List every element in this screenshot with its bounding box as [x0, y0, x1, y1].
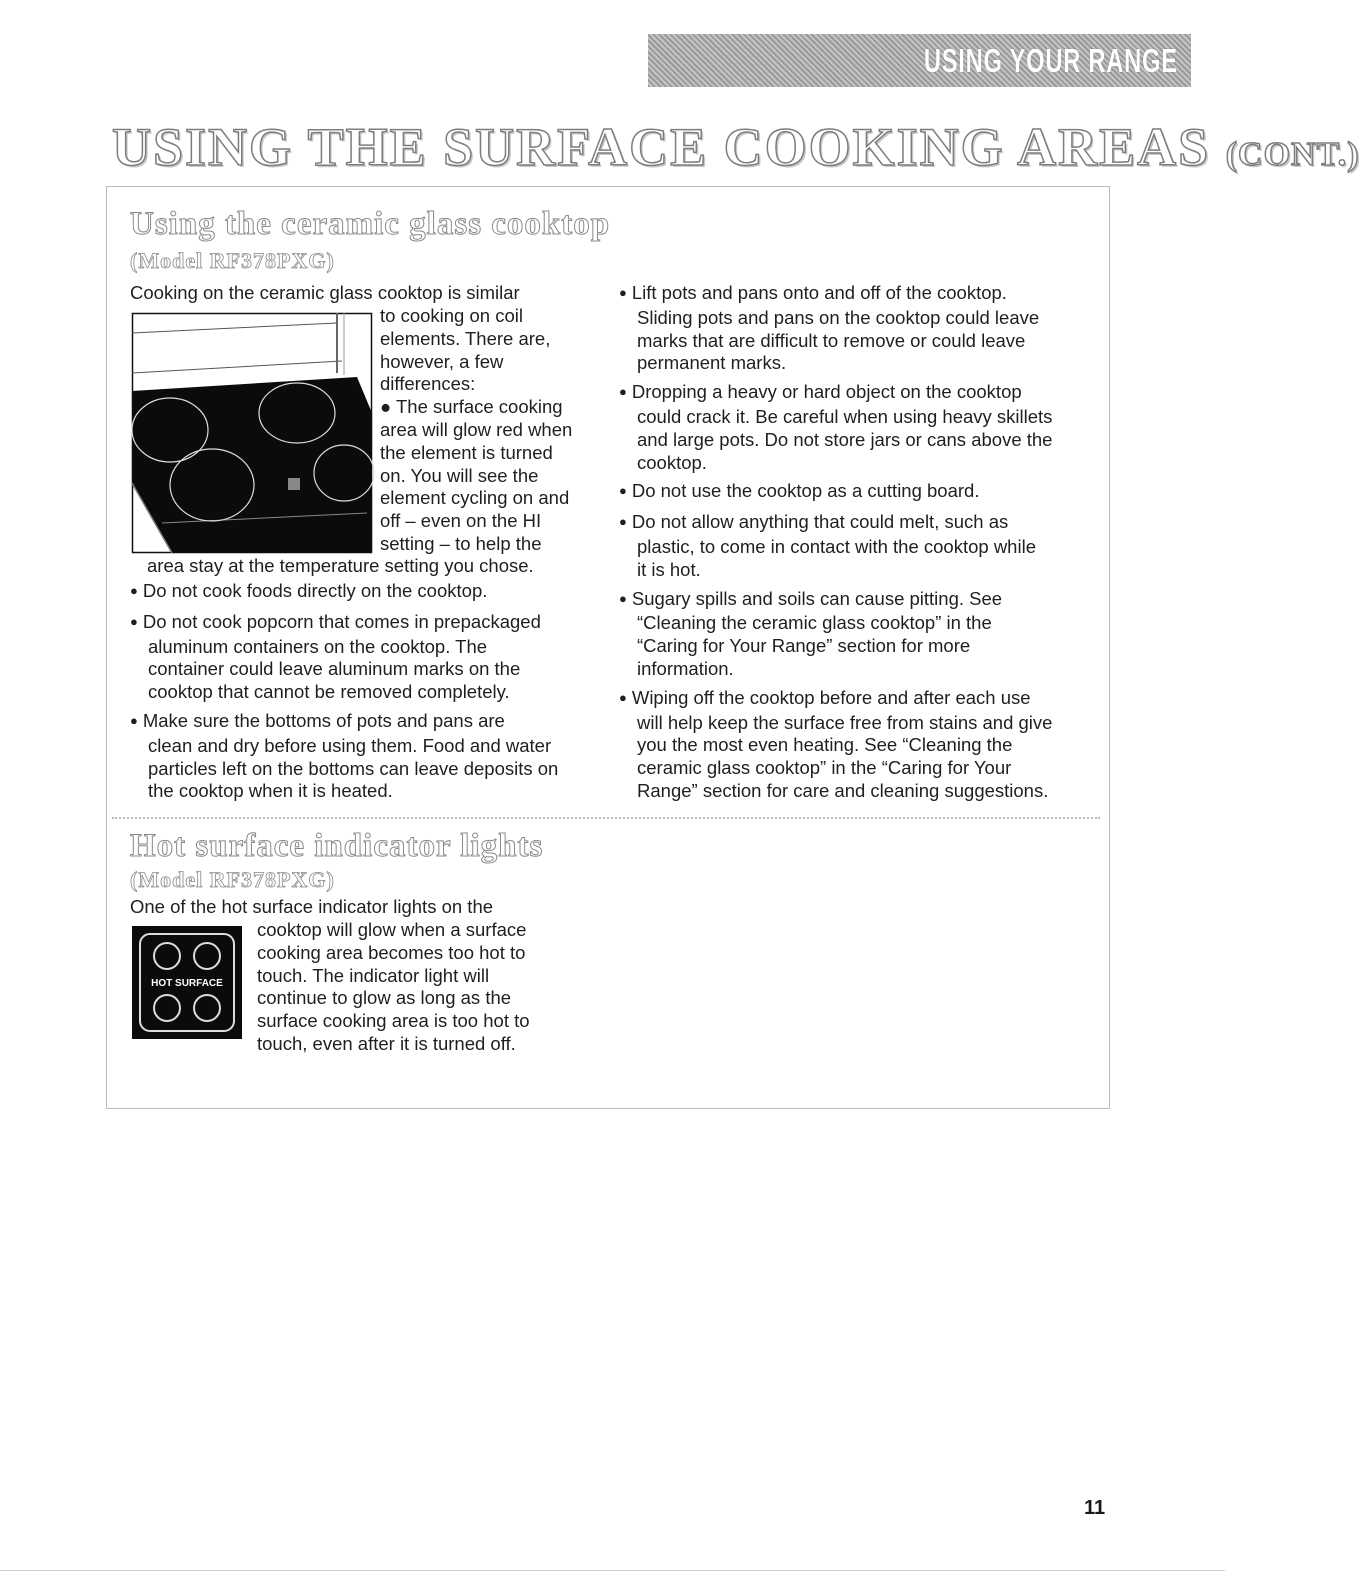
page-title-main: USING THE SURFACE COOKING AREAS	[112, 117, 1211, 177]
bullet-item	[619, 282, 1099, 375]
intro-line: off – even on the HI	[380, 510, 542, 532]
section2-body	[257, 919, 597, 1056]
bullet-line: Range” section for care and cleaning suggestions.	[637, 779, 1049, 801]
header-tab	[648, 34, 1191, 87]
bullet-line: ● Wiping off the cooktop before and after each use	[619, 687, 1099, 712]
bullet-line: will help keep the surface free from stains and give	[637, 711, 1053, 733]
header-tab-label: USING YOUR RANGE	[924, 41, 1179, 79]
bullet-line: Sliding pots and pans on the cooktop could leave	[637, 306, 1040, 328]
bullet-item	[130, 611, 610, 704]
bullet-line: container could leave aluminum marks on the	[148, 658, 521, 680]
page-title-suffix: (CONT.)	[1225, 136, 1360, 173]
bullet-line: “Cleaning the ceramic glass cooktop” in the	[637, 612, 992, 634]
bullet-line: ● Do not cook popcorn that comes in prepackaged	[130, 611, 610, 636]
page-number: 11	[1084, 1497, 1106, 1519]
bullet-line: could crack it. Be careful when using heavy skillets	[637, 405, 1053, 427]
bullet-item	[619, 480, 1099, 505]
section2-line: One of the hot surface indicator lights on the	[130, 896, 494, 917]
bullet-line: particles left on the bottoms can leave deposits on	[148, 757, 559, 779]
bullet-item	[619, 511, 1099, 581]
bullet-line: ● Sugary spills and soils can cause pitting. See	[619, 588, 1099, 613]
section1-intro-end	[147, 555, 607, 578]
section2-intro	[130, 896, 600, 919]
intro-line: element cycling on and	[380, 487, 570, 509]
bullet-line: ● Make sure the bottoms of pots and pans are	[130, 710, 610, 735]
bullet-item	[619, 687, 1099, 803]
section1-right-bullets	[619, 282, 1099, 803]
intro-line: Cooking on the ceramic glass cooktop is similar	[130, 282, 520, 303]
bullet-line: it is hot.	[637, 558, 701, 580]
bullet-line: clean and dry before using them. Food and water	[148, 734, 552, 756]
intro-line: area stay at the temperature setting you chose.	[147, 555, 534, 576]
section1-left-bullets	[130, 580, 610, 803]
bottom-rule	[0, 1570, 1225, 1571]
bullet-item	[619, 588, 1099, 681]
bullet-line: ● Do not cook foods directly on the cooktop.	[130, 580, 610, 605]
intro-line: the element is turned	[380, 441, 553, 463]
intro-line: setting – to help the	[380, 532, 542, 554]
bullet-line: ● Lift pots and pans onto and off of the cooktop.	[619, 282, 1099, 307]
section2-line: touch. The indicator light will	[257, 964, 490, 986]
hot-surface-label: HOT SURFACE	[151, 978, 223, 989]
bullet-line: “Caring for Your Range” section for more	[637, 635, 971, 657]
intro-line: on. You will see the	[380, 464, 539, 486]
section2-title: Hot surface indicator lights	[130, 828, 544, 864]
section2-line: cooktop will glow when a surface	[257, 919, 527, 940]
section2-line: cooking area becomes too hot to	[257, 941, 526, 963]
bullet-line: information.	[637, 657, 734, 679]
bullet-line: ceramic glass cooktop” in the “Caring for Your	[637, 757, 1012, 779]
intro-line: area will glow red when	[380, 418, 573, 440]
bullet-line: ● Dropping a heavy or hard object on the cooktop	[619, 381, 1099, 406]
section2-line: surface cooking area is too hot to	[257, 1010, 530, 1032]
bullet-line: cooktop.	[637, 451, 707, 473]
intro-line: elements. There are,	[380, 327, 551, 349]
intro-line: however, a few	[380, 350, 504, 372]
bullet-line: aluminum containers on the cooktop. The	[148, 635, 488, 657]
section2-line: continue to glow as long as the	[257, 987, 512, 1009]
section1-intro	[130, 282, 600, 305]
bullet-line: cooktop that cannot be removed completely.	[148, 681, 510, 703]
section1-title: Using the ceramic glass cooktop	[130, 206, 611, 242]
hot-surface-indicator-illustration	[132, 926, 242, 1039]
intro-line: differences:	[380, 373, 476, 395]
bullet-line: permanent marks.	[637, 352, 787, 374]
intro-line: to cooking on coil	[380, 305, 523, 326]
page-title	[112, 116, 1360, 178]
bullet-item	[619, 381, 1099, 474]
bullet-line: plastic, to come in contact with the cooktop while	[637, 535, 1036, 557]
bullet-item	[130, 580, 610, 605]
intro-line: ● The surface cooking	[380, 396, 563, 418]
section2-model: (Model RF378PXG)	[130, 867, 335, 892]
bullet-item	[130, 710, 610, 803]
bullet-line: ● Do not allow anything that could melt, such as	[619, 511, 1099, 536]
section1-intro-wrap	[380, 305, 600, 556]
bullet-line: marks that are difficult to remove or could leave	[637, 329, 1026, 351]
bullet-line: the cooktop when it is heated.	[148, 780, 393, 802]
bullet-line: ● Do not use the cooktop as a cutting board.	[619, 480, 1099, 505]
bullet-line: and large pots. Do not store jars or cans above the	[637, 428, 1053, 450]
cooktop-illustration	[132, 313, 372, 553]
bullet-line: you the most even heating. See “Cleaning the	[637, 734, 1013, 756]
section-divider	[112, 817, 1100, 819]
section1-model: (Model RF378PXG)	[130, 248, 335, 273]
section2-line: touch, even after it is turned off.	[257, 1032, 516, 1054]
